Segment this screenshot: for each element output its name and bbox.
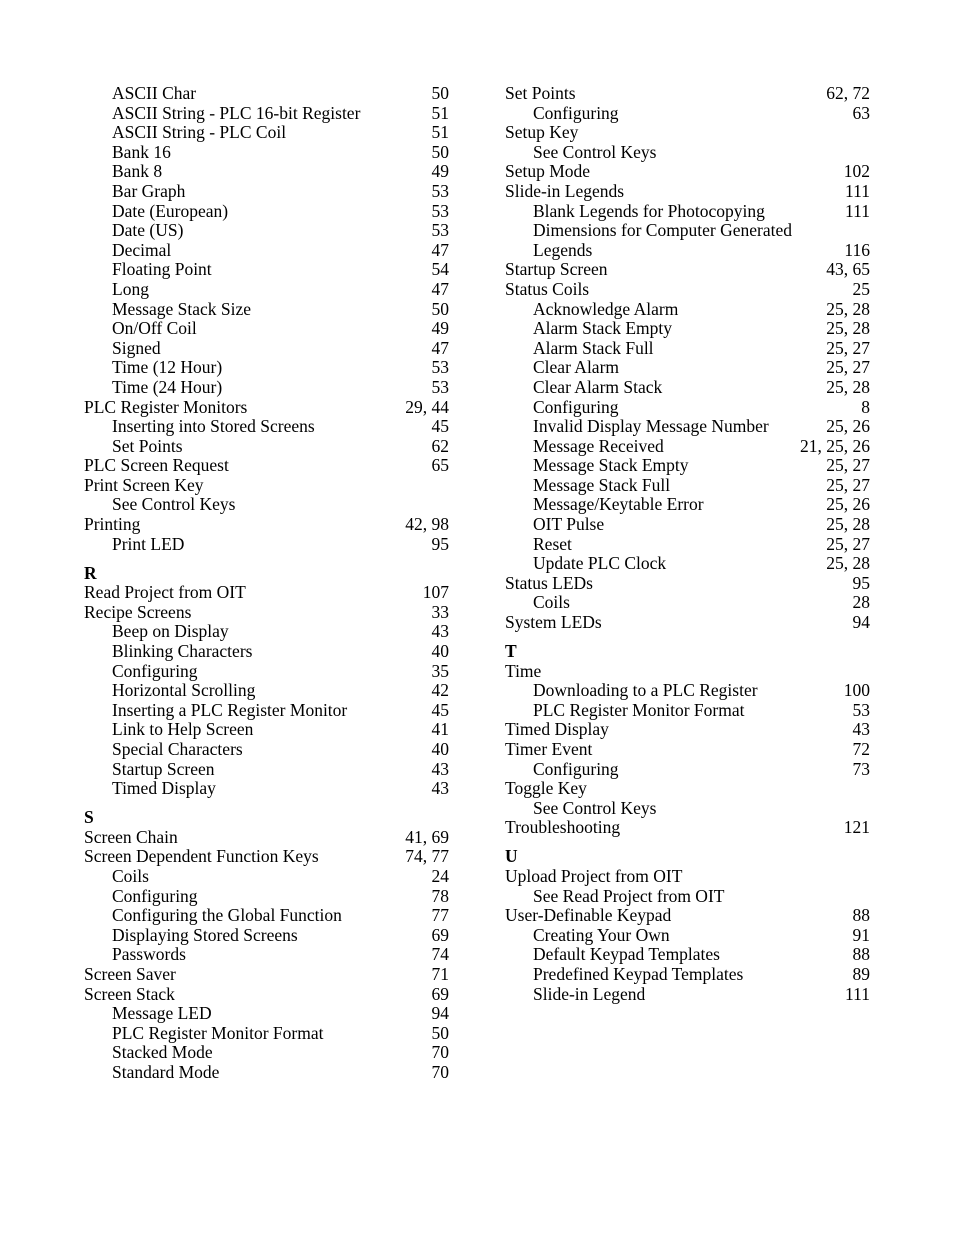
entry-label: Legends (533, 239, 593, 260)
index-subentry (505, 945, 870, 965)
entry-label: Default Keypad Templates (533, 944, 720, 965)
entry-page-numbers: 77 (431, 905, 449, 926)
index-entry (84, 965, 449, 985)
entry-page-numbers: 45 (431, 699, 449, 720)
entry-page-numbers: 25, 27 (826, 474, 870, 495)
index-subentry (505, 456, 870, 476)
index-column-right (505, 84, 870, 1004)
entry-label: Clear Alarm Stack (533, 376, 663, 397)
entry-page-numbers: 94 (431, 1003, 449, 1024)
index-entry (505, 84, 870, 104)
index-subentry (84, 123, 449, 143)
entry-label: Timed Display (505, 719, 609, 740)
entry-label: Timer Event (505, 738, 593, 759)
entry-label: Slide-in Legends (505, 180, 625, 201)
entry-label: OIT Pulse (533, 514, 605, 535)
entry-label: Time (24 Hour) (112, 376, 223, 397)
entry-label: Print LED (112, 533, 185, 554)
entry-label: Inserting a PLC Register Monitor (112, 699, 348, 720)
index-subentry (505, 926, 870, 946)
index-subentry (84, 319, 449, 339)
entry-label: Status Coils (505, 278, 590, 299)
index-subentry (84, 701, 449, 721)
entry-label: User-Definable Keypad (505, 905, 672, 926)
index-entry (505, 867, 870, 887)
index-entry (84, 456, 449, 476)
index-entry (505, 720, 870, 740)
entry-label: Horizontal Scrolling (112, 680, 256, 701)
entry-label: Date (US) (112, 220, 184, 241)
entry-page-numbers: 8 (861, 396, 870, 417)
entry-page-numbers: 25, 28 (826, 553, 870, 574)
entry-page-numbers: 53 (431, 376, 449, 397)
entry-label: Read Project from OIT (84, 582, 246, 603)
index-subentry (505, 887, 870, 907)
index-subentry (84, 339, 449, 359)
entry-page-numbers: 28 (852, 592, 870, 613)
entry-label: Message Stack Size (112, 298, 251, 319)
entry-label: Reset (533, 533, 572, 554)
entry-label: Slide-in Legend (533, 983, 646, 1004)
index-entry (84, 603, 449, 623)
entry-label: Configuring (112, 660, 198, 681)
entry-page-numbers: 42 (431, 680, 449, 701)
index-subentry (84, 378, 449, 398)
entry-page-numbers: 21, 25, 26 (800, 435, 870, 456)
entry-label: See Read Project from OIT (533, 885, 725, 906)
entry-label: Upload Project from OIT (505, 865, 683, 886)
entry-page-numbers: 25, 27 (826, 455, 870, 476)
entry-label: Screen Chain (84, 826, 178, 847)
entry-label: Screen Stack (84, 983, 175, 1004)
index-subentry (84, 622, 449, 642)
entry-label: Screen Saver (84, 963, 176, 984)
entry-label: Downloading to a PLC Register (533, 680, 758, 701)
entry-label: Set Points (505, 83, 576, 103)
entry-label: Signed (112, 337, 161, 358)
index-subentry (84, 1024, 449, 1044)
entry-page-numbers: 33 (431, 601, 449, 622)
index-entry (505, 123, 870, 143)
index-subentry (84, 143, 449, 163)
entry-label: Link to Help Screen (112, 719, 254, 740)
index-entry (84, 847, 449, 867)
entry-page-numbers: 74 (431, 944, 449, 965)
index-subentry (505, 535, 870, 555)
entry-label: Configuring the Global Function (112, 905, 342, 926)
entry-label: Decimal (112, 239, 172, 260)
index-subentry (505, 378, 870, 398)
index-entry (84, 476, 449, 496)
entry-page-numbers: 43 (431, 778, 449, 799)
index-subentry (505, 760, 870, 780)
section-heading-s: S (84, 807, 94, 828)
entry-page-numbers: 78 (431, 885, 449, 906)
index-subentry (505, 339, 870, 359)
entry-page-numbers: 69 (431, 924, 449, 945)
index-subentry (84, 662, 449, 682)
entry-label: Set Points (112, 435, 183, 456)
entry-page-numbers: 70 (431, 1042, 449, 1063)
index-subentry (84, 740, 449, 760)
index-subentry (84, 642, 449, 662)
index-subentry (84, 887, 449, 907)
index-subentry (84, 260, 449, 280)
entry-label: Update PLC Clock (533, 553, 667, 574)
index-subentry (84, 241, 449, 261)
index-entry (505, 182, 870, 202)
entry-label: Long (112, 278, 149, 299)
entry-page-numbers: 53 (431, 220, 449, 241)
entry-page-numbers: 51 (431, 102, 449, 123)
index-subentry (84, 280, 449, 300)
section-heading-u: U (505, 846, 518, 867)
entry-label: Stacked Mode (112, 1042, 213, 1063)
entry-page-numbers: 40 (431, 738, 449, 759)
entry-page-numbers: 74, 77 (405, 846, 449, 867)
entry-page-numbers: 25 (852, 278, 870, 299)
entry-label: Clear Alarm (533, 357, 620, 378)
index-subentry (84, 926, 449, 946)
entry-label: Coils (533, 592, 570, 613)
entry-label: Startup Screen (505, 259, 608, 280)
entry-label: Printing (84, 514, 141, 535)
entry-page-numbers: 50 (431, 1022, 449, 1043)
entry-page-numbers: 43 (852, 719, 870, 740)
entry-label: Bank 8 (112, 161, 163, 182)
index-subentry (84, 867, 449, 887)
entry-label: Status LEDs (505, 572, 593, 593)
entry-label: PLC Screen Request (84, 455, 229, 476)
index-entry (505, 818, 870, 838)
entry-label: ASCII String - PLC Coil (112, 122, 287, 143)
index-subentry (505, 476, 870, 496)
entry-page-numbers: 40 (431, 641, 449, 662)
entry-label: Invalid Display Message Number (533, 416, 769, 437)
index-subentry (84, 681, 449, 701)
index-entry (84, 828, 449, 848)
entry-page-numbers: 50 (431, 298, 449, 319)
entry-label: ASCII Char (112, 83, 197, 103)
section-heading-t: T (505, 641, 517, 662)
entry-label: Predefined Keypad Templates (533, 963, 744, 984)
entry-page-numbers: 62 (431, 435, 449, 456)
entry-label: Coils (112, 865, 149, 886)
entry-label: See Control Keys (112, 494, 236, 515)
index-subentry (84, 300, 449, 320)
entry-page-numbers: 69 (431, 983, 449, 1004)
entry-page-numbers: 88 (852, 944, 870, 965)
entry-page-numbers: 25, 28 (826, 298, 870, 319)
entry-page-numbers: 91 (852, 924, 870, 945)
entry-label: Blank Legends for Photocopying (533, 200, 765, 221)
entry-label: System LEDs (505, 612, 602, 633)
index-subentry (505, 701, 870, 721)
entry-label: Message Received (533, 435, 664, 456)
entry-page-numbers: 25, 27 (826, 357, 870, 378)
index-subentry (505, 300, 870, 320)
entry-label: Setup Key (505, 122, 579, 143)
index-subentry (84, 202, 449, 222)
index-subentry (505, 965, 870, 985)
index-entry (505, 662, 870, 682)
entry-label: PLC Register Monitor Format (533, 699, 745, 720)
entry-page-numbers: 121 (843, 817, 870, 838)
entry-page-numbers: 100 (843, 680, 870, 701)
entry-page-numbers: 111 (845, 200, 870, 221)
index-subentry (505, 799, 870, 819)
entry-page-numbers: 63 (852, 102, 870, 123)
entry-page-numbers: 73 (852, 758, 870, 779)
entry-page-numbers: 42, 98 (405, 514, 449, 535)
entry-label: Startup Screen (112, 758, 215, 779)
index-subentry (84, 720, 449, 740)
entry-page-numbers: 50 (431, 83, 449, 103)
entry-label: PLC Register Monitor Format (112, 1022, 324, 1043)
entry-label: Blinking Characters (112, 641, 253, 662)
section-heading-r: R (84, 562, 97, 583)
entry-label: Message LED (112, 1003, 212, 1024)
index-subentry (84, 162, 449, 182)
index-subentry (84, 358, 449, 378)
index-subentry (505, 554, 870, 574)
entry-page-numbers: 53 (431, 357, 449, 378)
entry-label: Alarm Stack Empty (533, 318, 673, 339)
index-entry (505, 260, 870, 280)
index-subentry (505, 398, 870, 418)
index-subentry (505, 437, 870, 457)
index-column-left (84, 84, 449, 1082)
entry-label: Configuring (533, 758, 619, 779)
entry-label: Bank 16 (112, 141, 171, 162)
entry-page-numbers: 53 (431, 200, 449, 221)
index-subentry (84, 1004, 449, 1024)
entry-page-numbers: 47 (431, 239, 449, 260)
index-subentry (84, 417, 449, 437)
entry-label: Bar Graph (112, 180, 186, 201)
entry-label: Inserting into Stored Screens (112, 416, 315, 437)
entry-page-numbers: 47 (431, 278, 449, 299)
index-subentry (505, 985, 870, 1005)
index-subentry (505, 495, 870, 515)
entry-page-numbers: 25, 26 (826, 416, 870, 437)
entry-page-numbers: 72 (852, 738, 870, 759)
index-entry (505, 280, 870, 300)
entry-label: Timed Display (112, 778, 216, 799)
index-entry (84, 583, 449, 603)
entry-label: Time (505, 660, 542, 681)
index-subentry (84, 437, 449, 457)
entry-label: Passwords (112, 944, 186, 965)
entry-label: Toggle Key (505, 778, 587, 799)
index-subentry (84, 84, 449, 104)
entry-label: Beep on Display (112, 621, 229, 642)
index-entry (505, 613, 870, 633)
index-subentry (84, 945, 449, 965)
index-entry (84, 985, 449, 1005)
entry-label: Creating Your Own (533, 924, 670, 945)
index-subentry (505, 681, 870, 701)
entry-page-numbers: 95 (852, 572, 870, 593)
index-entry (505, 574, 870, 594)
entry-label: Dimensions for Computer Generated (533, 220, 793, 241)
entry-label: See Control Keys (533, 797, 657, 818)
entry-label: Configuring (533, 396, 619, 417)
entry-page-numbers: 47 (431, 337, 449, 358)
entry-page-numbers: 94 (852, 612, 870, 633)
entry-label: Displaying Stored Screens (112, 924, 298, 945)
entry-page-numbers: 53 (852, 699, 870, 720)
entry-label: Standard Mode (112, 1061, 220, 1082)
entry-label: Print Screen Key (84, 474, 204, 495)
index-subentry (84, 535, 449, 555)
index-subentry (84, 221, 449, 241)
entry-page-numbers: 49 (431, 318, 449, 339)
index-subentry (84, 1043, 449, 1063)
entry-label: Date (European) (112, 200, 229, 221)
entry-page-numbers: 45 (431, 416, 449, 437)
entry-label: Alarm Stack Full (533, 337, 654, 358)
entry-page-numbers: 29, 44 (405, 396, 449, 417)
index-entry (505, 162, 870, 182)
entry-label: Setup Mode (505, 161, 591, 182)
entry-label: Message Stack Empty (533, 455, 689, 476)
index-subentry (84, 760, 449, 780)
entry-page-numbers: 111 (845, 180, 870, 201)
entry-label: Configuring (533, 102, 619, 123)
entry-page-numbers: 43 (431, 758, 449, 779)
index-subentry (505, 319, 870, 339)
entry-page-numbers: 53 (431, 180, 449, 201)
entry-page-numbers: 43, 65 (826, 259, 870, 280)
entry-label: Special Characters (112, 738, 243, 759)
index-subentry (505, 515, 870, 535)
entry-page-numbers: 102 (843, 161, 870, 182)
entry-page-numbers: 107 (422, 582, 449, 603)
index-subentry (84, 906, 449, 926)
entry-label: Troubleshooting (505, 817, 621, 838)
entry-page-numbers: 95 (431, 533, 449, 554)
index-subentry (84, 104, 449, 124)
index-entry (84, 398, 449, 418)
entry-page-numbers: 25, 28 (826, 376, 870, 397)
index-entry (505, 906, 870, 926)
entry-page-numbers: 43 (431, 621, 449, 642)
entry-page-numbers: 35 (431, 660, 449, 681)
index-subentry (84, 495, 449, 515)
index-subentry (505, 143, 870, 163)
index-subentry (505, 417, 870, 437)
entry-page-numbers: 54 (431, 259, 449, 280)
entry-page-numbers: 51 (431, 122, 449, 143)
entry-page-numbers: 41 (431, 719, 449, 740)
entry-label: Message Stack Full (533, 474, 671, 495)
entry-label: Acknowledge Alarm (533, 298, 679, 319)
index-subentry (84, 182, 449, 202)
index-subentry (505, 358, 870, 378)
entry-label: Screen Dependent Function Keys (84, 846, 319, 867)
index-entry (505, 779, 870, 799)
entry-page-numbers: 25, 28 (826, 514, 870, 535)
entry-page-numbers: 88 (852, 905, 870, 926)
entry-page-numbers: 50 (431, 141, 449, 162)
entry-label: Configuring (112, 885, 198, 906)
index-subentry (84, 1063, 449, 1083)
entry-page-numbers: 70 (431, 1061, 449, 1082)
entry-page-numbers: 62, 72 (826, 83, 870, 103)
entry-page-numbers: 116 (844, 239, 870, 260)
entry-page-numbers: 71 (431, 963, 449, 984)
entry-page-numbers: 25, 27 (826, 337, 870, 358)
entry-label: See Control Keys (533, 141, 657, 162)
entry-page-numbers: 24 (431, 865, 449, 886)
entry-page-numbers: 25, 27 (826, 533, 870, 554)
entry-label: On/Off Coil (112, 318, 197, 339)
entry-label: ASCII String - PLC 16-bit Register (112, 102, 361, 123)
entry-page-numbers: 41, 69 (405, 826, 449, 847)
entry-page-numbers: 89 (852, 963, 870, 984)
entry-page-numbers: 65 (431, 455, 449, 476)
index-entry (84, 515, 449, 535)
entry-label: PLC Register Monitors (84, 396, 248, 417)
index-subentry (505, 221, 870, 241)
index-subentry (505, 104, 870, 124)
entry-page-numbers: 25, 26 (826, 494, 870, 515)
entry-page-numbers: 25, 28 (826, 318, 870, 339)
entry-page-numbers: 111 (845, 983, 870, 1004)
entry-label: Message/Keytable Error (533, 494, 704, 515)
index-subentry (505, 241, 870, 261)
index-subentry (505, 202, 870, 222)
index-subentry (84, 779, 449, 799)
entry-label: Recipe Screens (84, 601, 192, 622)
entry-label: Floating Point (112, 259, 212, 280)
entry-page-numbers: 49 (431, 161, 449, 182)
entry-label: Time (12 Hour) (112, 357, 223, 378)
index-entry (505, 740, 870, 760)
index-subentry (505, 593, 870, 613)
